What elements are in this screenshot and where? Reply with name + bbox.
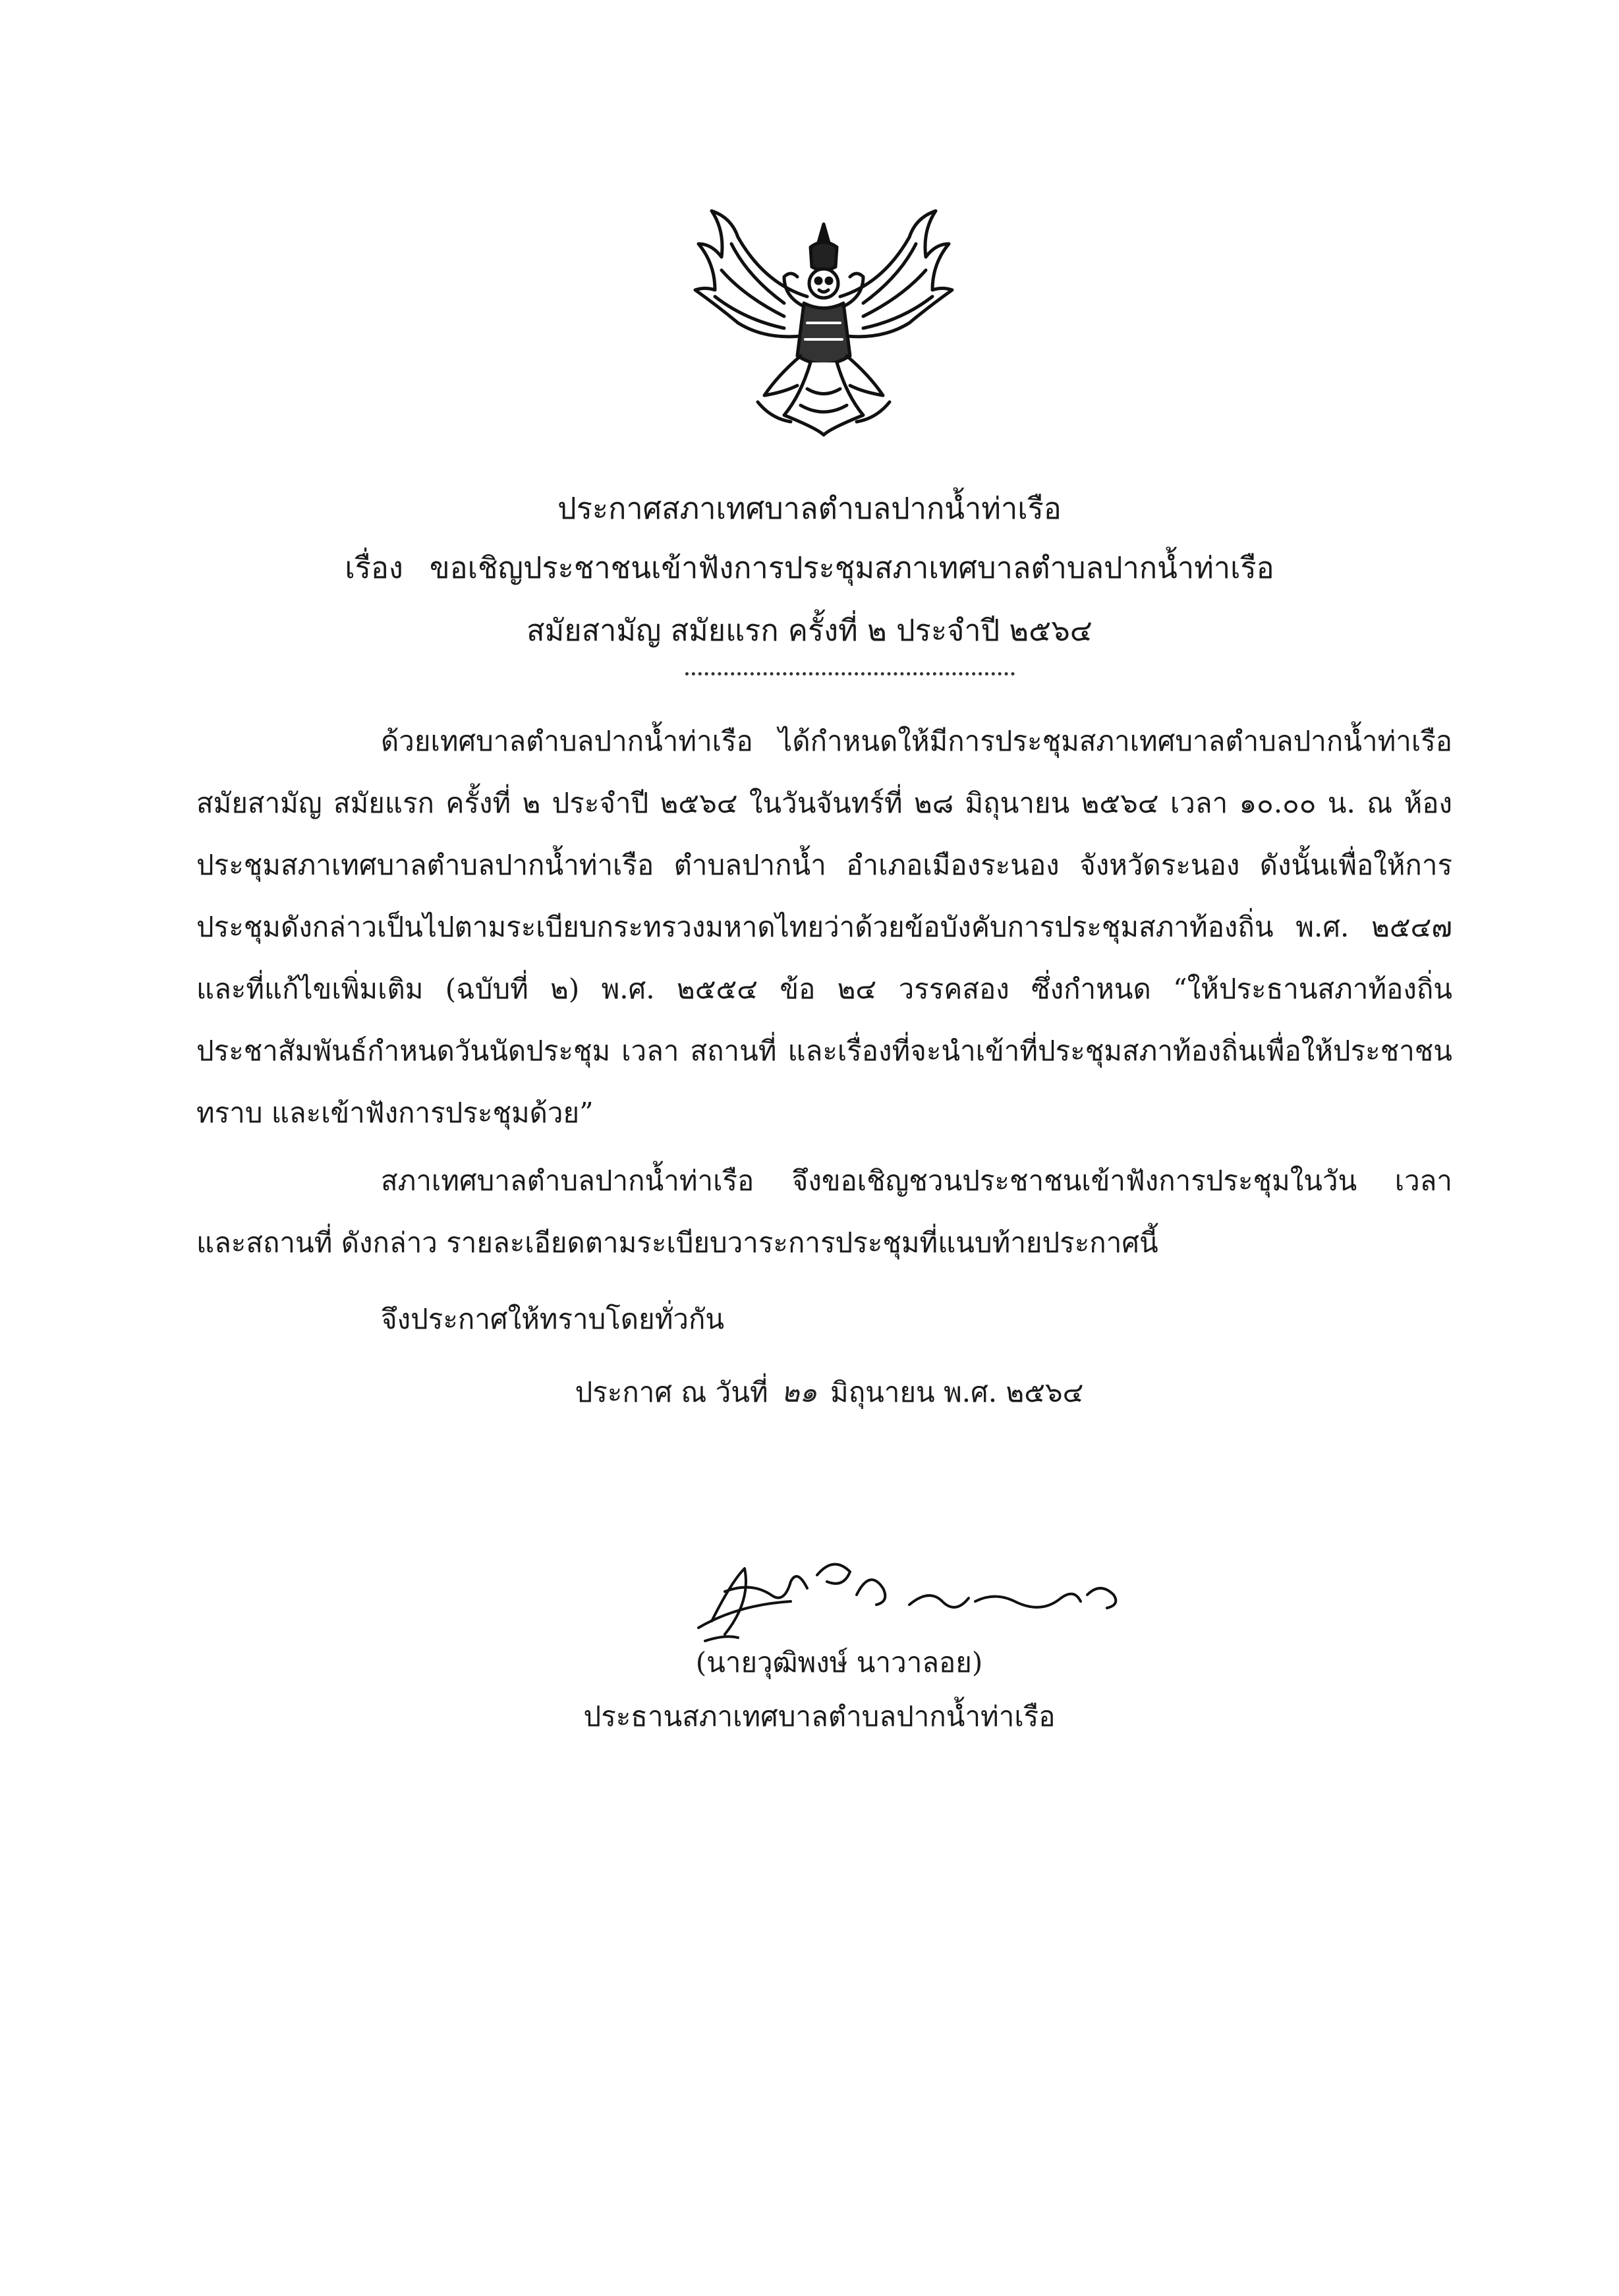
date-prefix: ประกาศ ณ วันที่	[575, 1376, 768, 1408]
handwritten-signature-icon	[685, 1542, 1186, 1648]
announcement-title: ประกาศสภาเทศบาลตำบลปากน้ำท่าเรือ	[557, 491, 1062, 526]
body-paragraph-1: ด้วยเทศบาลตำบลปากน้ำท่าเรือ ได้กำหนดให้มีการประชุมสภาเทศบาลตำบลปากน้ำท่าเรือ สมัยสามัญ สมัยแรก ครั้งที่ ๒ ประจำปี ๒๕๖๔ ในวันจันทร์ที่ ๒๘ มิถุนายน ๒๕๖๔ เวลา ๑๐.๐๐ น. ณ ห้องประชุมสภาเทศบาลตำบลปากน้ำท่าเรือ ตำบลปากน้ำ อำเภอเมืองระนอง จังหวัดระนอง ดังนั้นเพื่อให้การประชุมดังกล่าวเป็นไปตามระเบียบกระทรวงมหาดไทยว่าด้วยข้อบังคับการประชุมสภาท้องถิ่น พ.ศ. ๒๕๔๗ และที่แก้ไขเพิ่มเติม (ฉบับที่ ๒) พ.ศ. ๒๕๕๔ ข้อ ๒๔ วรรคสอง ซึ่งกำหนด “ให้ประธานสภาท้องถิ่นประชาสัมพันธ์กำหนดวันนัดประชุม เวลา สถานที่ และเรื่องที่จะนำเข้าที่ประชุมสภาท้องถิ่นเพื่อให้ประชาชนทราบ และเข้าฟังการประชุมด้วย”	[196, 725, 1452, 1129]
garuda-emblem-icon	[685, 198, 962, 442]
subject-line	[0, 550, 1619, 586]
subject-text: ขอเชิญประชาชนเข้าฟังการประชุมสภาเทศบาลตำบลปากน้ำท่าเรือ	[429, 550, 1274, 585]
signer-name: (นายวุฒิพงษ์ นาวาลอย)	[695, 1646, 983, 1679]
announcement-date	[0, 1376, 1619, 1409]
signer-position: ประธานสภาเทศบาลตำบลปากน้ำท่าเรือ	[583, 1700, 1056, 1733]
dotted-divider	[685, 666, 1015, 675]
date-month-year: มิถุนายน พ.ศ. ๒๕๖๔	[830, 1376, 1084, 1408]
session-line: สมัยสามัญ สมัยแรก ครั้งที่ ๒ ประจำปี ๒๕๖๔	[526, 613, 1093, 648]
body-paragraph-3: จึงประกาศให้ทราบโดยทั่วกัน	[381, 1303, 725, 1335]
date-day-handwritten: ๒๑	[781, 1376, 818, 1408]
body-paragraph-2: สภาเทศบาลตำบลปากน้ำท่าเรือ จึงขอเชิญชวนประชาชนเข้าฟังการประชุมในวัน เวลา และสถานที่ ดังกล่าว รายละเอียดตามระเบียบวาระการประชุมที่แนบท้ายประกาศนี้	[196, 1164, 1452, 1259]
subject-label: เรื่อง	[345, 550, 403, 585]
